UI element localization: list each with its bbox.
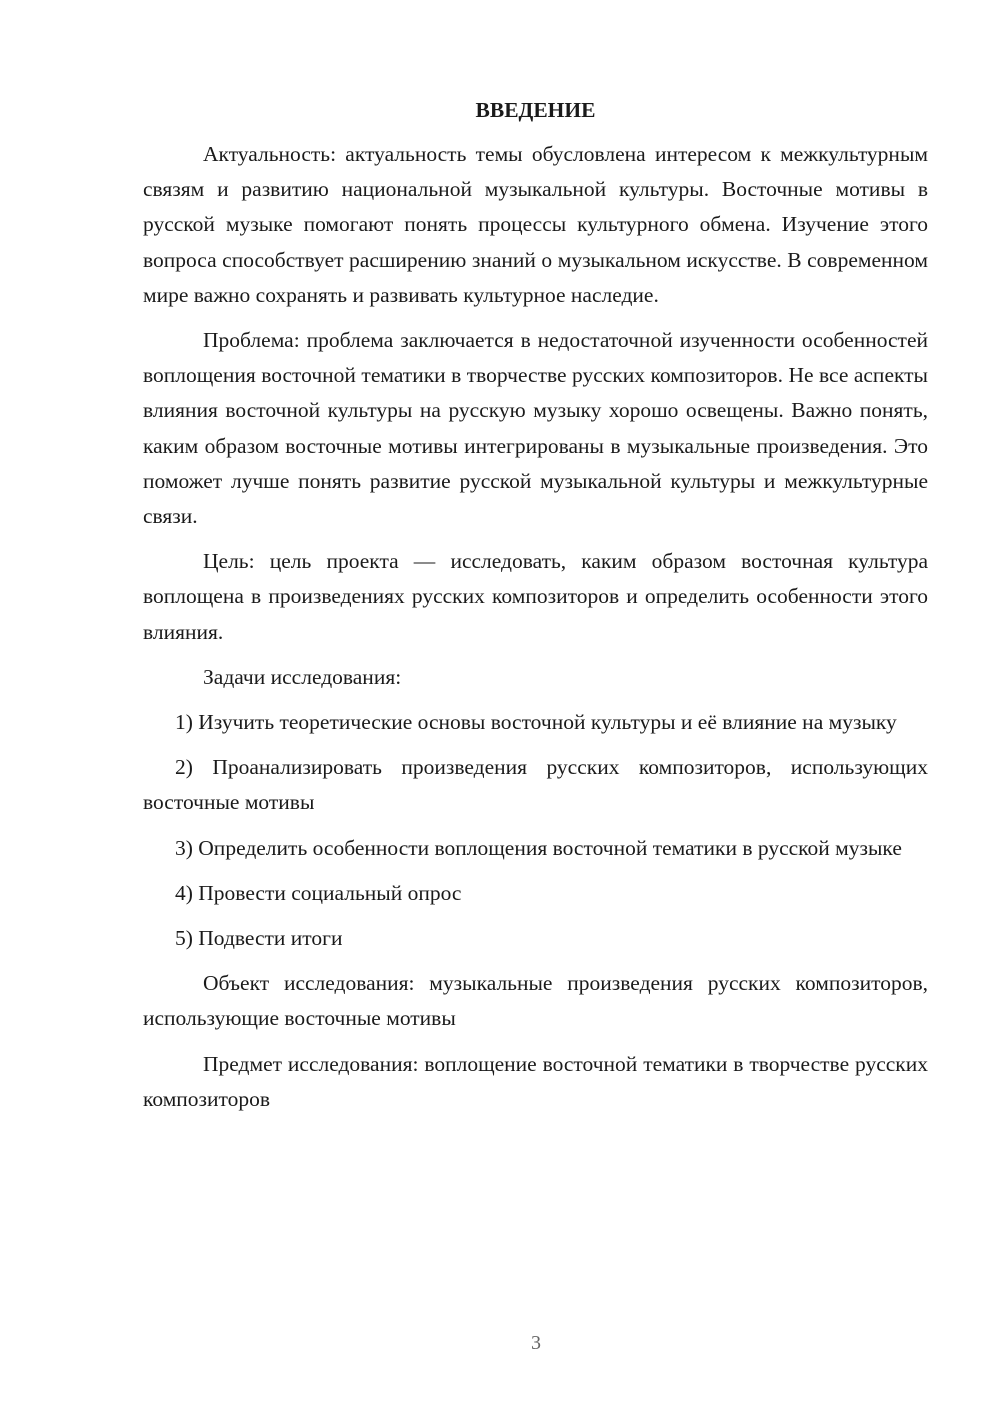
task-item-1: 1) Изучить теоретические основы восточной культуры и её влияние на музыку — [175, 710, 897, 735]
relevance-paragraph: Актуальность: актуальность темы обусловлена интересом к межкультурным связям и развитию национальной музыкальной культуры. Восточные мотивы в русской музыке помогают понять процессы культурного обмена. Изучение этого вопроса способствует расширению знаний о музыкальном искусстве. В современном мире важно сохранять и развивать культурное наследие. — [143, 142, 928, 307]
goal-paragraph: Цель: цель проекта — исследовать, каким образом восточная культура воплощена в произведениях русских композиторов и определить особенности этого влияния. — [143, 549, 928, 644]
page-number: 3 — [531, 1332, 541, 1354]
subject-paragraph: Предмет исследования: воплощение восточной тематики в творчестве русских композиторов — [143, 1051, 928, 1111]
tasks-title: Задачи исследования: — [203, 664, 402, 689]
task-item-2: 2) Проанализировать произведения русских композиторов, использующих восточные мотивы — [143, 755, 928, 815]
problem-paragraph: Проблема: проблема заключается в недостаточной изученности особенностей воплощения восточной тематики в творчестве русских композиторов. Не все аспекты влияния восточной культуры на русскую музыку хорошо освещены. Важно понять, каким образом восточные мотивы интегрированы в музыкальные произведения. Это поможет лучше понять развитие русской музыкальной культуры и межкультурные связи. — [143, 328, 928, 529]
task-item-5: 5) Подвести итоги — [175, 926, 343, 951]
task-item-4: 4) Провести социальный опрос — [175, 880, 462, 905]
section-heading: ВВЕДЕНИЕ — [475, 98, 596, 122]
task-item-3: 3) Определить особенности воплощения восточной тематики в русской музыке — [175, 835, 902, 860]
object-paragraph: Объект исследования: музыкальные произведения русских композиторов, использующие восточные мотивы — [143, 971, 928, 1031]
document-page — [143, 94, 928, 1127]
